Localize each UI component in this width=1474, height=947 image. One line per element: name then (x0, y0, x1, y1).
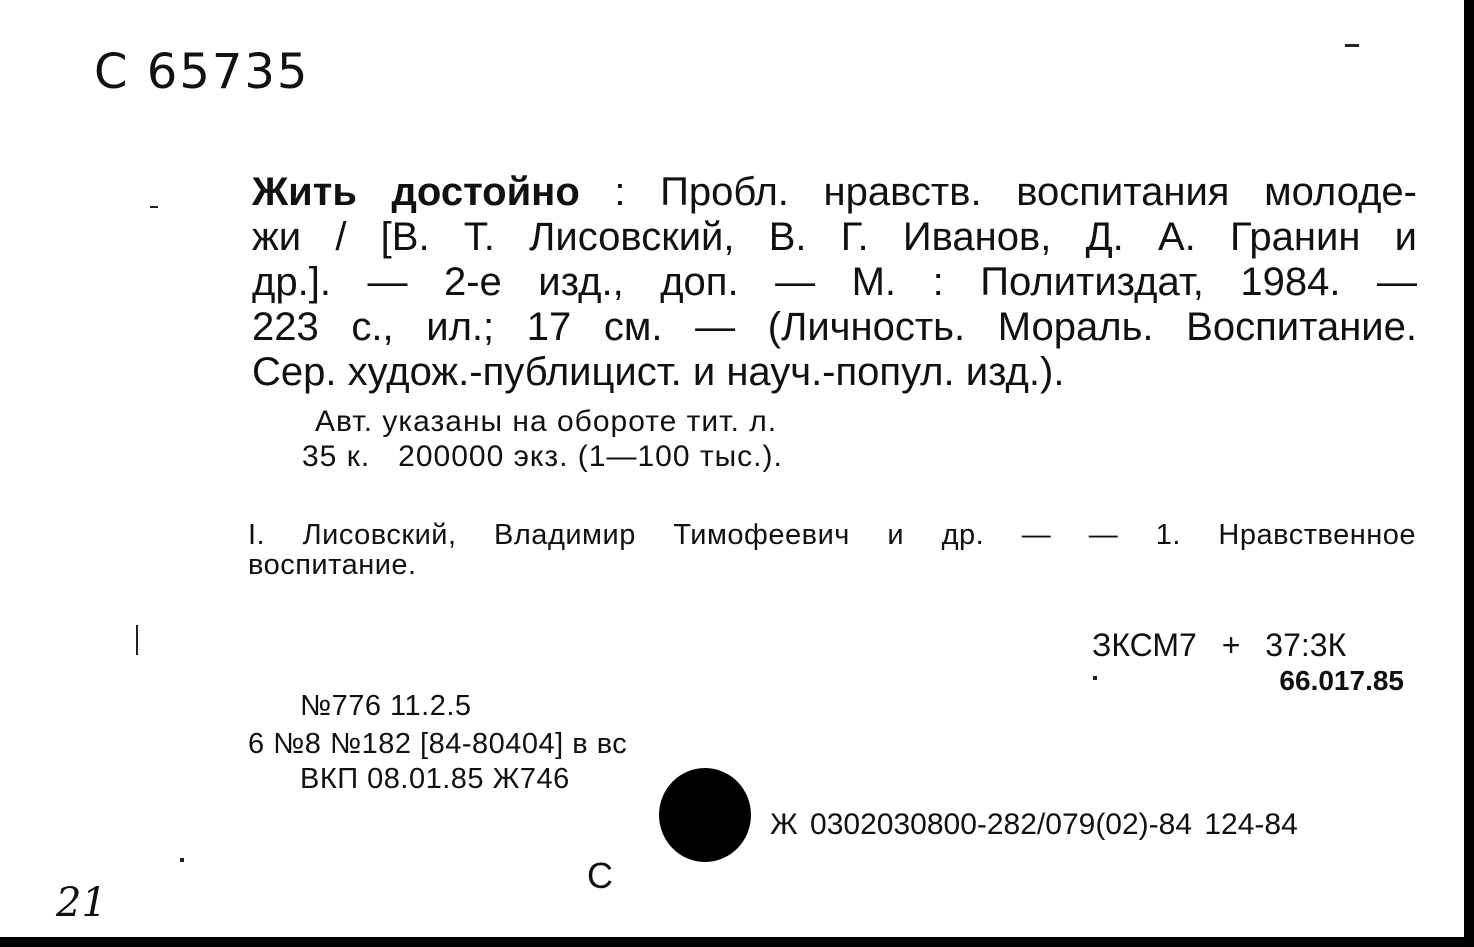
speck (150, 206, 158, 208)
description-subtitle: : Пробл. нравств. воспитания молоде- (579, 170, 1417, 214)
tech-line-2: 6 №8 №182 [84-80404] в вс (248, 728, 628, 760)
call-number: C 65735 (94, 44, 310, 100)
handwritten-number: 21 (56, 880, 107, 926)
description-line-3: др.]. — 2-е изд., доп. — М. : Политиздат, 1984. — (252, 260, 1417, 304)
author-mark: 66.017.85 (1279, 665, 1404, 696)
speck (136, 625, 138, 655)
letter-mark: С (587, 855, 613, 896)
tech-line-1: №776 11.2.5 (300, 690, 472, 722)
tracing-line-2: воспитание. (248, 549, 417, 581)
speck (180, 858, 184, 862)
description-line-2: жи / [В. Т. Лисовский, В. Г. Иванов, Д. А. Гранин и (252, 215, 1417, 259)
book-title: Жить достойно (252, 170, 580, 214)
classification-index: ЗКСМ7 + 37:3К (1092, 627, 1347, 663)
note-price-print-run: 35 к. 200000 экз. (1—100 тыс.). (302, 440, 783, 473)
tech-line-3: ВКП 08.01.85 Ж746 (300, 763, 570, 795)
tracing-entry (248, 520, 1416, 580)
isbn-line: Ж 0302030800-282/079(02)-84 124-84 (770, 808, 1298, 841)
tracing-line-1: I. Лисовский, Владимир Тимофеевич и др. — — 1. Нравственное (248, 519, 1416, 551)
description-line-4: 223 с., ил.; 17 см. — (Личность. Мораль. Воспитание. (252, 305, 1417, 349)
black-dot-mark (659, 768, 751, 862)
description-line-5: Сер. худож.-публицист. и науч.-попул. изд.). (252, 350, 1065, 394)
speck (1345, 44, 1359, 47)
speck (1093, 676, 1097, 680)
bibliographic-description (252, 170, 1417, 395)
note-authors: Авт. указаны на обороте тит. л. (315, 405, 778, 438)
description-line-1 (252, 170, 1417, 215)
